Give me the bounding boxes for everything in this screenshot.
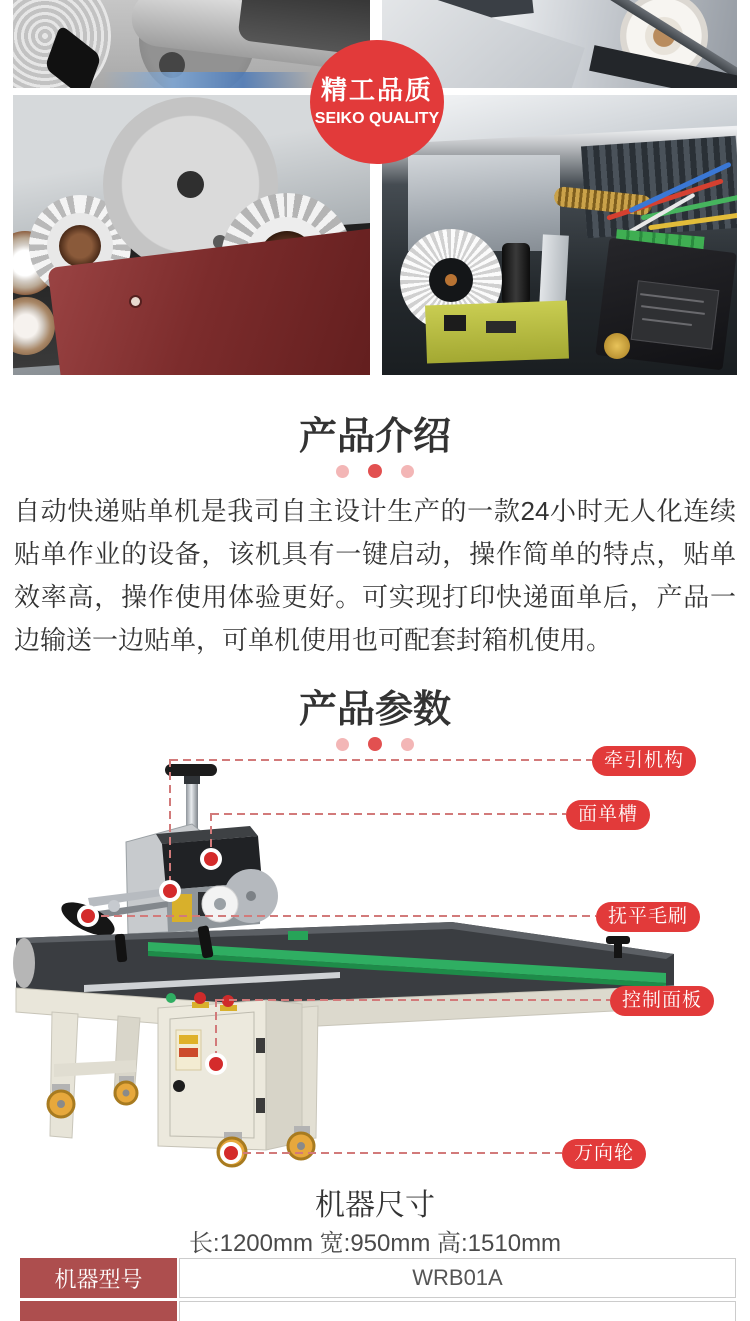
- callout-marker: [220, 1142, 242, 1164]
- callout-line: [88, 915, 596, 917]
- callout-line: [215, 999, 217, 1054]
- dimensions-value: 长:1200mm 宽:950mm 高:1510mm: [188, 1230, 562, 1257]
- callout-line: [210, 813, 212, 849]
- callout-label-traction: 牵引机构: [592, 746, 696, 776]
- gear-left-core: [59, 225, 101, 267]
- dot: [401, 465, 414, 478]
- toroid-hub: [445, 274, 457, 286]
- dot: [336, 465, 349, 478]
- table-row: [20, 1258, 736, 1298]
- pcb-component: [444, 315, 466, 331]
- callout-line: [211, 813, 566, 815]
- pcb-component: [486, 321, 516, 333]
- callout-line: [216, 999, 610, 1001]
- callout-line: [170, 759, 592, 761]
- panel-screw: [131, 297, 140, 306]
- machine-diagram: [0, 746, 750, 1186]
- dimensions-title: 机器尺寸: [315, 1189, 435, 1222]
- photo-electronics: [382, 95, 737, 375]
- control-cabinet: [158, 992, 302, 1150]
- spec-value-partial: [179, 1301, 736, 1321]
- photo-gear-drive: [13, 95, 370, 375]
- capacitor-shape: [502, 243, 530, 305]
- callout-marker: [77, 905, 99, 927]
- section-dots: [0, 464, 750, 478]
- table-frame: [16, 986, 674, 1140]
- badge-title-zh: 精工品质: [320, 75, 433, 105]
- callout-marker: [159, 880, 181, 902]
- callout-line: [169, 759, 171, 881]
- callout-marker: [205, 1053, 227, 1075]
- blue-glow-shape: [103, 72, 313, 88]
- spec-label-model: 机器型号: [20, 1258, 177, 1298]
- spec-label-partial: [20, 1301, 177, 1321]
- params-section-title: 产品参数: [298, 689, 451, 731]
- callout-label-control-panel: 控制面板: [610, 986, 714, 1016]
- spec-table: [20, 1258, 736, 1321]
- dot: [368, 464, 382, 478]
- photo-gallery: [0, 0, 750, 375]
- callout-label-brush: 抚平毛刷: [596, 902, 700, 932]
- intro-paragraph: 自动快递贴单机是我司自主设计生产的一款24小时无人化连续贴单作业的设备，该机具有一键启动，操作简单的特点，贴单效率高，操作使用体验更好。可实现打印快递面单后，产品一边输送一边贴单，可单机使用也可配套封箱机使用。: [14, 496, 736, 655]
- intro-section-title: 产品介绍: [298, 416, 451, 458]
- callout-marker: [200, 848, 222, 870]
- quality-badge: [310, 40, 444, 164]
- callout-label-label-slot: 面单槽: [566, 800, 650, 830]
- callout-line: [230, 1152, 562, 1154]
- badge-title-en: SEIKO QUALITY: [314, 110, 440, 127]
- spec-value-model: WRB01A: [179, 1258, 736, 1298]
- callout-label-caster: 万向轮: [562, 1139, 646, 1169]
- table-row-partial: [20, 1301, 736, 1321]
- driver-label: [631, 280, 720, 350]
- disc-center-hole: [177, 171, 204, 198]
- gold-sticker: [604, 333, 630, 359]
